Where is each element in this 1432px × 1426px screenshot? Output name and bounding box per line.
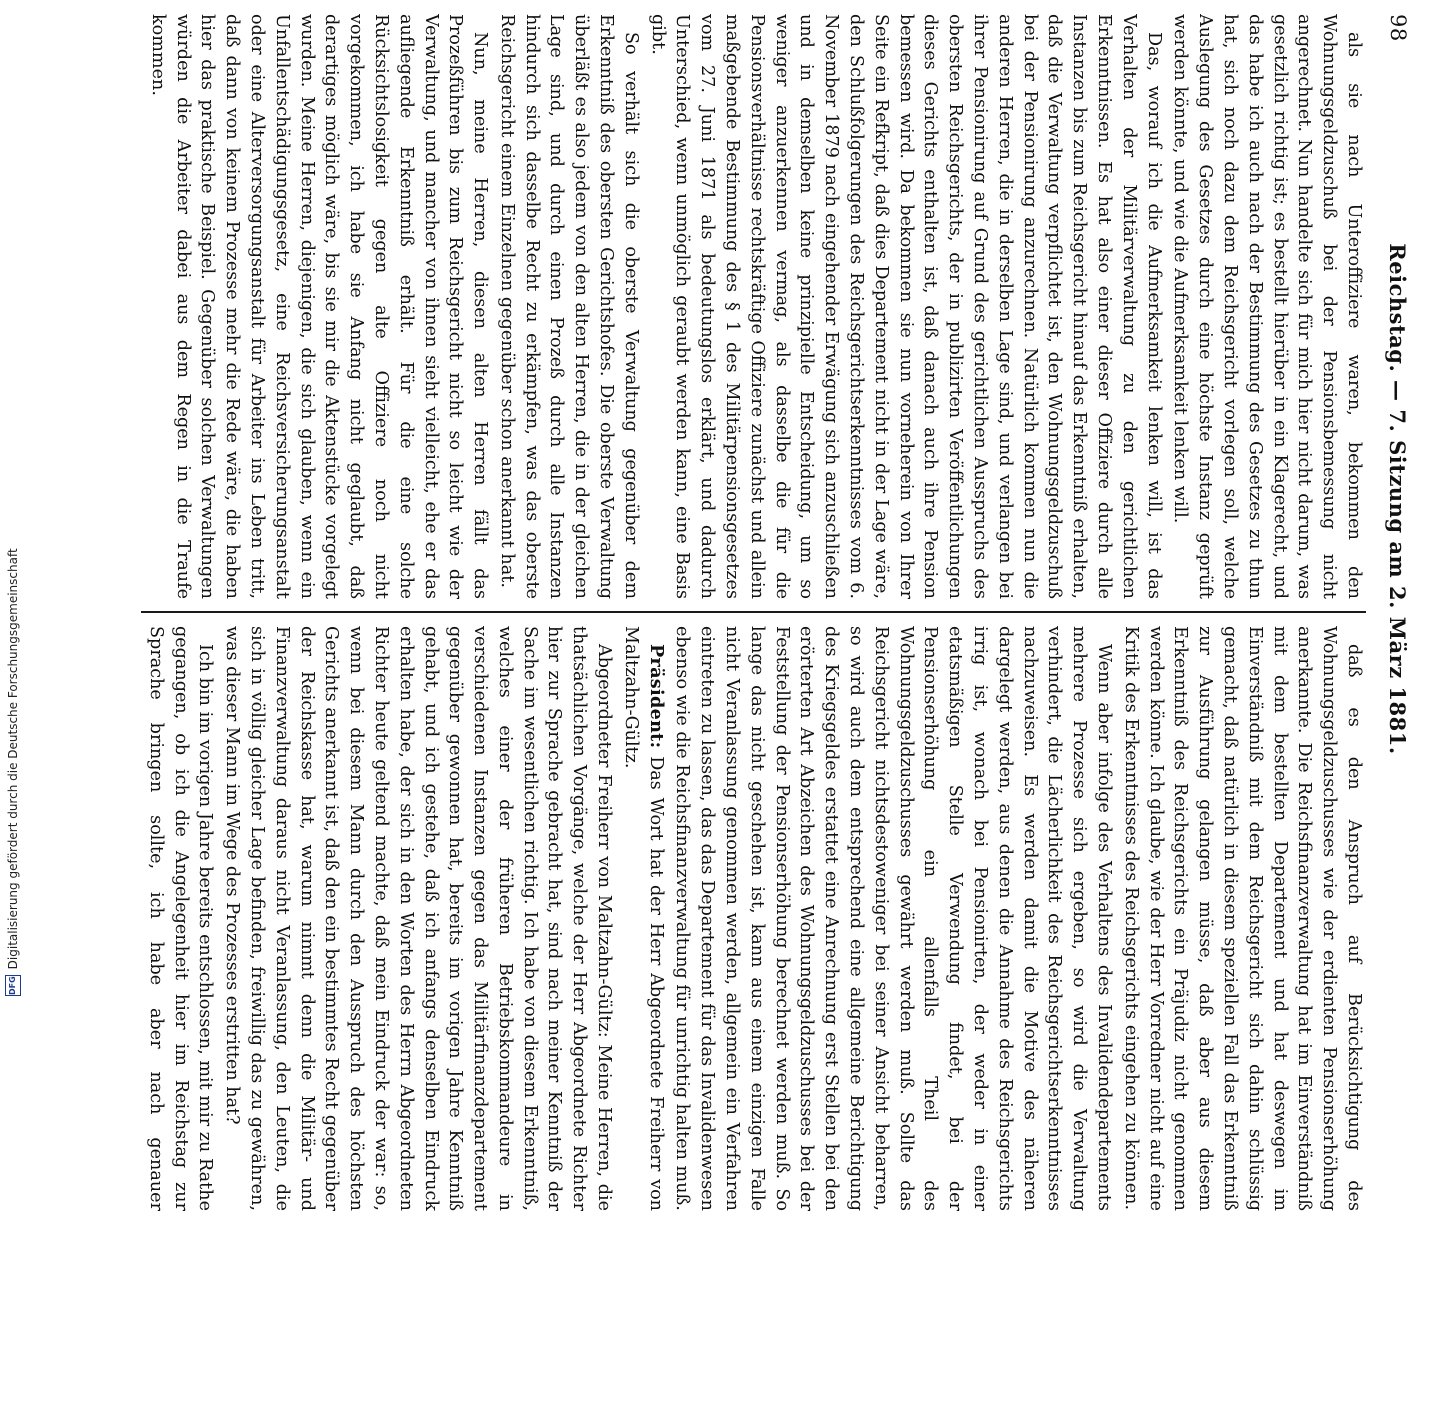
paragraph-text: Abgeordneter Freiherr von Maltzahn-Gültz: Meine Herren, die thatsächlichen Vorgänge, welche der Herr Abgeordnete Richter hier zur Sprache gebracht hat, sind nach meiner Kenntniß der Sache im wesentlichen richtig. Ich habe von diesem Erkenntniß, welches einer der früheren Betriebskommandeure in verschiedenen Instanzen gegen das Militärfinanzdepartement gegenüber gewonnen hat, bereits im vorigen Jahre Kenntniß gehabt, und ich gestehe, daß ich anfangs denselben Eindruck erhalten habe, der sich in den Worten des Herrn Abgeordneten Richter heute geltend machte, daß mein Eindruck der war: so, wenn bei diesem Mann durch den Ausspruch des höchsten Gerichts anerkannt ist, daß den ein bestimmtes Recht gegenüber der Reichskasse hat, warum nimmt denn die Militär- und Finanzverwaltung daraus nicht Veranlassung, den Leuten, die sich in völlig gleicher Lage befinden, freiwillig das zu gewähren, was dieser Mann im Wege des Prozesses erstritten hat? bbox=[222, 626, 615, 1211]
paragraph-text: Wenn aber infolge des Verhaltens des Invalidendepartements mehrere Prozesse sich ergeben, so wird die Verwaltung verhindert, die Lächerlichkeit des Reichsgerichtserkenntnisses nachzuweisen. Es werden damit die Motive des näheren dargelegt werden, aus denen die Annahme des Reichsgerichts irrig ist, wonach bei Pensionirten, der weder in einer etatsmäßigen Stelle Verwendung findet, bei der Pensionserhöhung ein allenfalls Theil des Wohnungsgeldzuschusses gewährt werden muß. Sollte das Reichsgericht nichtsdestoweniger bei seiner Ansicht beharren, so wird auch dem entsprechend eine allgemeine Berichtigung des Kriegsgeldes erstattet eine Anrechnung erst Stellen bei den erörterten Art Abzeichen des Wohnungsgeldzuschusses bei der Feststellung der Pensionserhöhung berechnet werden muß. So lange das nicht geschehen ist, kann aus einem einzigen Falle nicht Veranlassung genommen werden, allgemein ein Verfahren eintreten zu lassen, das das Departement für das Invalidenwesen ebenso wie die Reichsfinanzverwaltung für unrichtig halten muß. bbox=[672, 626, 1115, 1211]
paragraph bbox=[1168, 14, 1366, 599]
paragraph bbox=[618, 626, 668, 1211]
paragraph-text: Das, worauf ich die Aufmerksamkeit lenken will, ist das Verhalten der Militärverwaltung zu den gerichtlichen Erkenntnissen. Es hat also einer dieser Offiziere durch alle Instanzen bis zum Reichsgericht hinauf das Erkenntniß erhalten, daß die Verwaltung verpflichtet ist, den Wohnungsgeldzuschuß bei der Pensionirung anzurechnen. Natürlich kommen nun die anderen Herren, die in derselben Lage sind, und verlangen bei ihrer Pensionirung auf Grund des gerichtlichen Ausspruchs des obersten Reichsgerichts, der in publizirten Veröffentlichungen dieses Gerichts enthalten ist, daß danach auch ihre Pension bemessen wird. Da bekommen sie nun vorneherein von Ihrer Seite ein Refkript, daß dies Departement nicht in der Lage wäre, den Schlußfolgerungen des Reichsgerichtserkenntnisses vom 6. November 1879 nach eingehender Erwägung sich anzuschließen und in demselben keine prinzipielle Entscheidung, um so weniger anzuerkennen vermag, als dasselbe die für die Pensionsverhältnisse rechtskräftige Offiziere zunächst und allein maßgebende Bestimmung des § 1 des Militärpensionsgesetzes vom 27. Juni 1871 als bedeutungslos erklärt, und dadurch Unterschied, wenn unmöglich geraubt werden kann, eine Basis gibt. bbox=[647, 14, 1164, 599]
dfg-logo: DFG bbox=[5, 975, 21, 996]
paragraph bbox=[645, 14, 1166, 599]
left-column bbox=[146, 14, 1366, 599]
paragraph bbox=[146, 14, 492, 599]
right-column bbox=[146, 626, 1366, 1211]
paragraph bbox=[1118, 626, 1366, 1211]
running-head bbox=[1376, 14, 1416, 984]
column-divider bbox=[141, 611, 1366, 613]
page-number: 98 bbox=[1386, 14, 1410, 42]
text-columns bbox=[136, 14, 1376, 1211]
paragraph bbox=[494, 14, 643, 599]
speaker-label: Präsident: bbox=[645, 644, 667, 749]
credit-text: Digitalisierung gefördert durch die Deutsche Forschungsgemeinschaft bbox=[6, 548, 20, 970]
paragraph-text: So verhält sich die oberste Verwaltung gegenüber dem Erkenntniß des obersten Gerichtshofes. Die oberste Verwaltung überläßt es also jedem von den alten Herren, die in der gleichen Lage sind, und durch einen Prozeß durch alle Instanzen hindurch sich dasselbe Recht zu erkämpfen, was das oberste Reichsgericht einem Einzelnen gegenüber schon anerkannt hat. bbox=[496, 14, 641, 599]
paragraph-text: als sie nach Unteroffiziere waren, bekommen den Wohnungsgeldzuschuß bei der Pensionsbemessung nicht angerechnet. Nun handelte sich für mich hier nicht darum, was gesetzlich richtig ist; es bestellt hierüber in ein Klagerecht, und das habe ich auch nach der Bestimmung des Gesetzes zu thun hat, sich noch dazu dem Reichsgericht vorlegen soll, welche Auslegung des Gesetzes durch eine höchste Instanz geprüft werden könnte, und wie die Aufmerksamkeit lenken will. bbox=[1170, 14, 1364, 599]
paragraph-text: Nun, meine Herren, diesen alten Herren fällt das Prozeßführen bis zum Reichsgericht nicht so leicht wie der Verwaltung, und mancher von ihnen sieht vielleicht, ehe er das aufliegende Erkenntniß erhält. Für die eine solche Rücksichtslosigkeit gegen alte Offiziere noch nicht vorgekommen, ich habe sie Anfang nicht geglaubt, daß derartiges möglich wäre, bis sie mir die Aktenstücke vorgelegt wurden. Meine Herren, diejenigen, die sich glauben, wenn ein Unfallentschädigungsgesetz, eine Reichsversicherungsanstalt oder eine Alterversorgungsanstalt für Arbeiter ins Leben tritt, daß dann von keinem Prozesse mehr die Rede wäre, die haben hier das praktische Beispiel. Gegenüber solchen Verwaltungen würden die Arbeiter dabei aus dem Regen in die Traufe kommen. bbox=[147, 14, 491, 599]
paragraph-text: Ich bin im vorigen Jahre bereits entschlossen, mit mir zu Rathe gegangen, ob ich die Angelegenheit hier im Reichstag zur Sprache bringen sollte, ich habe aber nach genauer bbox=[146, 626, 216, 1211]
paragraph-text: daß es den Anspruch auf Berücksichtigung des Wohnungsgeldzuschusses wie der erdienten Pensionserhöhung anerkannte. Die Reichsfinanzverwaltung hat im Einverständniß mit dem bestellten Departement und hat deswegen im Einverständniß mit dem Reichsgericht sich dahin schlüssig gemacht, daß natürlich in diesem speziellen Fall das Erkenntniß zur Ausführung gelangen müsse, daß aber aus diesem Erkenntniß des Reichsgerichts ein Präjudiz nicht genommen werden könne. Ich glaube, wie der Herr Vorredner nicht auf eine Kritik des Erkenntnisses des Reichsgerichts eingehen zu können. bbox=[1120, 626, 1364, 1211]
paragraph-text: Das Wort hat der Herr Abgeordnete Freiherr von Maltzahn-Gültz. bbox=[620, 626, 666, 1211]
page-title: Reichstag. — 7. Sitzung am 2. März 1881. bbox=[1385, 243, 1410, 755]
digitization-credit bbox=[2, 548, 26, 1426]
paragraph bbox=[146, 626, 217, 1211]
rotated-page bbox=[112, 4, 1422, 1211]
paragraph bbox=[219, 626, 616, 1211]
paragraph bbox=[670, 626, 1116, 1211]
